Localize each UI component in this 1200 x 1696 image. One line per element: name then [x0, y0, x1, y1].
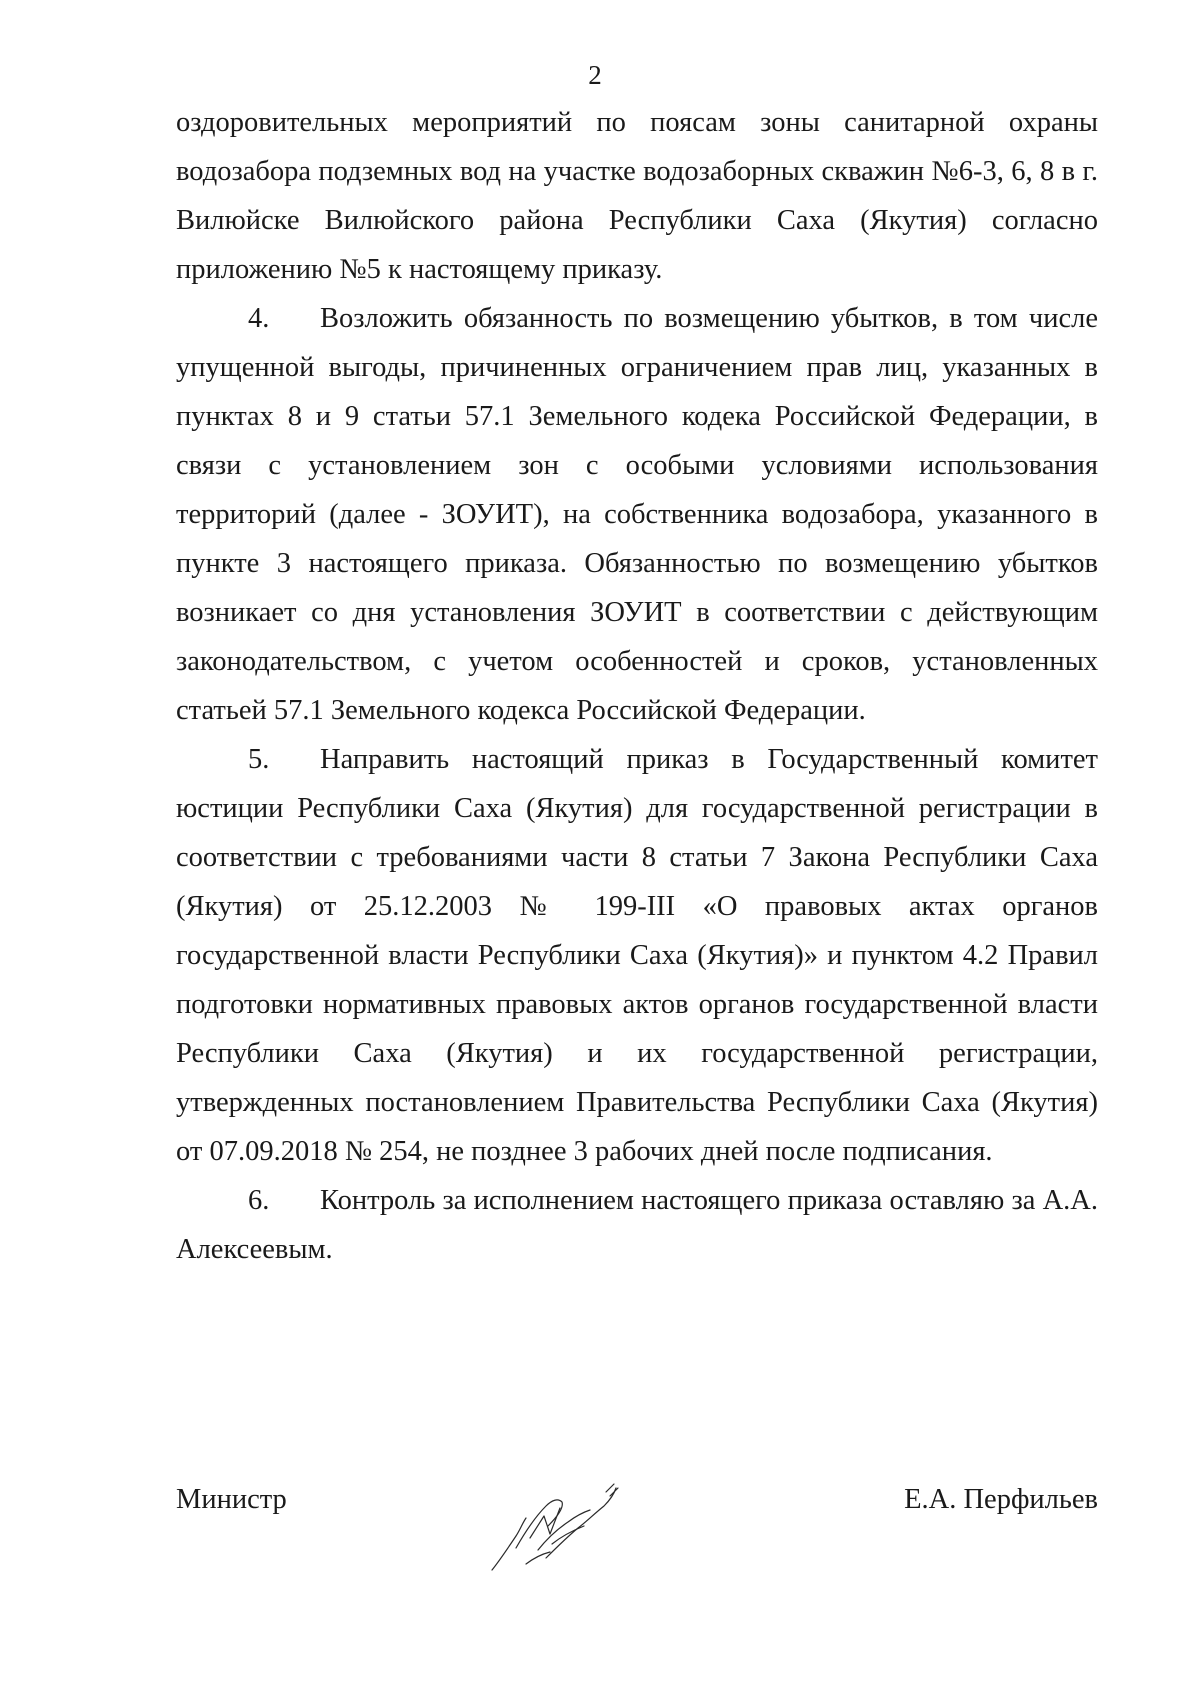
paragraph-continuation: оздоровительных мероприятий по поясам зоны санитарной охраны водозабора подземных вод на участке водозаборных скважин №6-3, 6, 8 в г. Вилюйске Вилюйского района Республики Саха (Якутия) согласно приложению №5 к настоящему приказу. — [176, 107, 1098, 285]
paragraph-item-4 — [176, 294, 1098, 735]
signer-title: Министр — [176, 1484, 287, 1515]
signature-block — [176, 1480, 1098, 1520]
item-number-5: 5. — [248, 744, 270, 775]
item-number-4: 4. — [248, 303, 270, 334]
handwritten-signature — [486, 1478, 626, 1578]
item-number-6: 6. — [248, 1185, 270, 1216]
item-text-5: Направить настоящий приказ в Государственный комитет юстиции Республики Саха (Якутия) для государственной регистрации в соответствии с требованиями части 8 статьи 7 Закона Республики Саха (Якутия) от 25.12.2003 № 199-III «О правовых актах органов государственной власти Республики Саха (Якутия)» и пунктом 4.2 Правил подготовки нормативных правовых актов органов государственной власти Республики Саха (Якутия) и их государственной регистрации, утвержденных постановлением Правительства Республики Саха (Якутия) от 07.09.2018 № 254, не позднее 3 рабочих дней после подписания. — [176, 744, 1098, 1167]
signer-name: Е.А. Перфильев — [904, 1484, 1098, 1515]
document-body — [176, 98, 1098, 1274]
paragraph-item-5 — [176, 735, 1098, 1176]
page-number: 2 — [588, 60, 602, 90]
item-text-4: Возложить обязанность по возмещению убытков, в том числе упущенной выгоды, причиненных ограничением прав лиц, указанных в пунктах 8 и 9 статьи 57.1 Земельного кодека Российской Федерации, в связи с установлением зон с особыми условиями использования территорий (далее - ЗОУИТ), на собственника водозабора, указанного в пункте 3 настоящего приказа. Обязанностью по возмещению убытков возникает со дня установления ЗОУИТ в соответствии с действующим законодательством, с учетом особенностей и сроков, установленных статьей 57.1 Земельного кодекса Российской Федерации. — [176, 303, 1098, 726]
paragraph-item-6 — [176, 1176, 1098, 1274]
item-text-6: Контроль за исполнением настоящего приказа оставляю за А.А. Алексеевым. — [176, 1185, 1098, 1265]
